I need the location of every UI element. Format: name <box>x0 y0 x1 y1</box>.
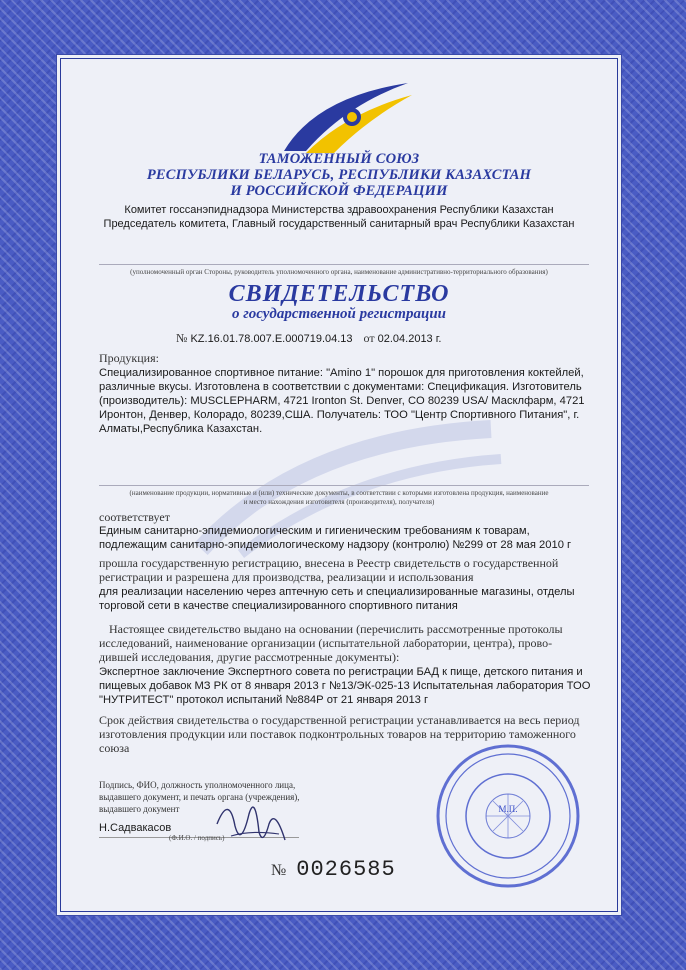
signatory-name: Н.Садвакасов <box>99 822 172 834</box>
validity-line2: изготовления продукции или поставок подконтрольных товаров на территорию таможенного <box>99 727 576 741</box>
registration-line1: прошла государственную регистрацию, внесена в Реестр свидетельств о государственной <box>99 556 559 570</box>
certificate-number: KZ.16.01.78.007.E.000719.04.13 <box>190 333 353 345</box>
signature-caption-line3: выдавшего документ <box>99 804 180 814</box>
product-caption-line2: и место нахождения изготовителя (производителя), получателя) <box>243 498 435 506</box>
serial-number: 0026585 <box>296 857 396 882</box>
validity-line1: Срок действия свидетельства о государственной регистрации устанавливается на весь период <box>99 713 580 727</box>
certificate-subtitle: о государственной регистрации <box>231 306 447 322</box>
basis-intro-line1: Настоящее свидетельство выдано на основании (перечислить рассмотренные протоколы <box>109 622 563 636</box>
basis-intro-line3: дившей исследования, другие рассмотренные документы): <box>99 650 400 664</box>
product-text-line1: Специализированное спортивное питание: "Amino 1" порошок для приготовления коктейлей, <box>99 367 584 379</box>
union-title-line1: ТАМОЖЕННЫЙ СОЮЗ <box>258 151 420 167</box>
authority-line1: Комитет госсанэпиднадзора Министерства здравоохранения Республики Казахстан <box>124 204 554 216</box>
compliance-text-line2: подлежащим санитарно-эпидемиологическому надзору (контролю) №299 от 28 мая 2010 г <box>99 539 572 551</box>
union-title-line2: РЕСПУБЛИКИ БЕЛАРУСЬ, РЕСПУБЛИКИ КАЗАХСТАН <box>146 167 532 183</box>
authority-caption: (уполномоченный орган Стороны, руководитель уполномоченного органа, наименование административно-территориального образования) <box>130 268 548 276</box>
product-text-line4: Иронтон, Денвер, Колорадо, 80239,США. Получатель: ТОО "Центр Спортивного Питания", г. <box>99 409 580 421</box>
product-text-line3: (производитель): MUSCLEPHARM, 4721 Ironton St. Denver, CO 80239 USA/ Масклфарм, 4721 <box>99 395 585 407</box>
product-underline <box>99 485 589 486</box>
official-stamp <box>433 741 583 891</box>
basis-text-line1: Экспертное заключение Экспертного совета по регистрации БАД к пище, детского питания и <box>99 666 583 678</box>
stamp-mark: М.П. <box>498 804 518 814</box>
certificate-number-row <box>176 331 441 346</box>
basis-text-line2: пищевых добавок МЗ РК от 8 января 2013 г №13/ЭК-025-13 Испытательная лаборатория ТОО <box>99 680 591 692</box>
signatory-caption: (Ф.И.О. / подпись) <box>169 834 225 842</box>
compliance-text-line1: Единым санитарно-эпидемиологическим и гигиеническим требованиям к товарам, <box>99 525 530 537</box>
authority-line2: Председатель комитета, Главный государственный санитарный врач Республики Казахстан <box>103 218 575 230</box>
signature-caption-line2: выдавшего документ, и печать органа (учреждения), <box>99 792 300 802</box>
authority-underline <box>99 264 589 265</box>
basis-intro-line2: исследований, наименование организации (испытательной лаборатории, центра), прово- <box>99 636 553 650</box>
certificate-title: СВИДЕТЕЛЬСТВО <box>228 281 450 307</box>
product-text-line5: Алматы,Республика Казахстан. <box>99 423 263 435</box>
registration-line2: регистрации и разрешена для производства, реализации и использования <box>99 570 474 584</box>
customs-union-logo <box>276 79 416 155</box>
union-title-line3: И РОССИЙСКОЙ ФЕДЕРАЦИИ <box>230 183 448 199</box>
compliance-label: соответствует <box>99 510 170 524</box>
basis-text-line3: "НУТРИТЕСТ" протокол испытаний №884Р от 21 января 2013 г <box>99 694 429 706</box>
serial-prefix: № <box>271 862 287 879</box>
handwritten-signature <box>211 784 291 854</box>
product-text-line2: различные вкусы. Изготовлена в соответствии с документами: Спецификация. Изготовитель <box>99 381 582 393</box>
validity-line3: союза <box>99 741 130 755</box>
signature-caption-line1: Подпись, ФИО, должность уполномоченного лица, <box>99 780 296 790</box>
serial-number-row <box>271 857 396 882</box>
product-caption-line1: (наименование продукции, нормативные и (или) технические документы, в соответствии с которыми изготовлена продукция, наименование <box>129 489 549 497</box>
use-line1: для реализации населению через аптечную сеть и специализированные магазины, отделы <box>99 586 575 598</box>
certificate-date: 02.04.2013 г. <box>377 333 442 345</box>
certificate-page <box>60 58 618 912</box>
product-label: Продукция: <box>99 351 159 365</box>
date-prefix: от <box>363 331 375 345</box>
use-line2: торговой сети в качестве специализированного спортивного питания <box>99 600 458 612</box>
number-prefix: № <box>176 331 188 345</box>
